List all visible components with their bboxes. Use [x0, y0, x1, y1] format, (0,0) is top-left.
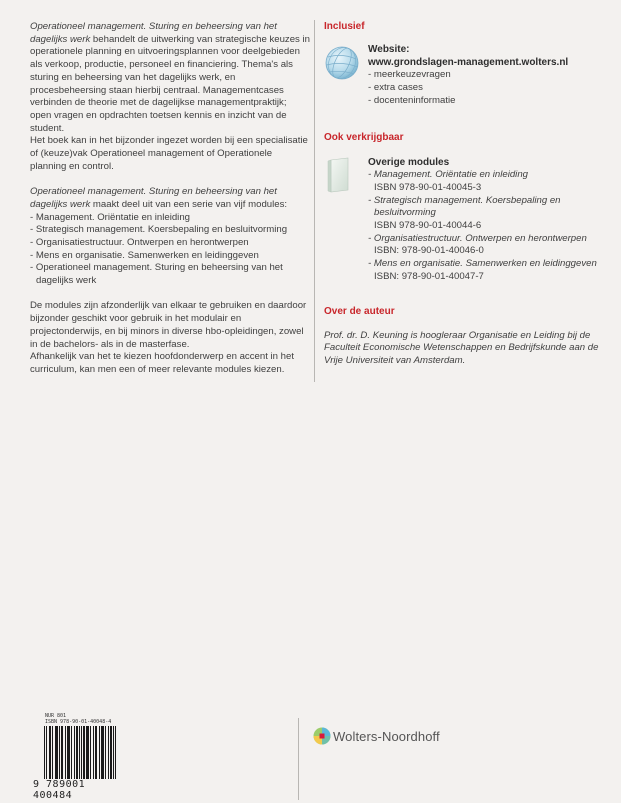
column-divider	[314, 20, 315, 382]
sidebar-column	[324, 21, 614, 368]
module-list-item: - Management. Oriëntatie en inleiding	[30, 211, 190, 223]
module-list-item: - Mens en organisatie. Samenwerken en leidinggeven	[30, 249, 259, 261]
wolters-kluwer-logo-icon	[313, 727, 331, 745]
module-list-item: - Organisatiestructuur. Ontwerpen en herontwerpen	[30, 236, 249, 248]
section-heading-over-de-auteur: Over de auteur	[324, 305, 395, 317]
module-name: - Strategisch management. Koersbepaling en besluitvorming	[368, 194, 561, 219]
website-url: www.grondslagen-management.wolters.nl	[368, 56, 569, 68]
barcode-number: 9 789001 400484	[32, 779, 126, 801]
nur-code: NUR 801	[45, 713, 67, 719]
module-isbn: ISBN 978-90-01-40045-3	[374, 181, 482, 193]
section-heading-inclusief: Inclusief	[324, 21, 365, 32]
book-icon	[326, 157, 352, 193]
book-title-italic: Operationeel management. Sturing en beheersing van het dagelijks werk	[30, 186, 277, 210]
module-isbn: ISBN: 978-90-01-40047-7	[374, 270, 484, 282]
module-isbn: ISBN: 978-90-01-40046-0	[374, 245, 484, 257]
other-modules-block	[324, 157, 614, 284]
barcode-isbn: ISBN 978-90-01-40048-4	[45, 719, 112, 725]
footer-divider	[298, 718, 299, 800]
module-name: - Management. Oriëntatie en inleiding	[368, 169, 528, 181]
publisher-name: Wolters-Noordhoff	[333, 728, 440, 744]
website-label: Website:	[368, 44, 410, 55]
included-item: - extra cases	[368, 82, 423, 94]
barcode-bars-icon	[44, 726, 120, 783]
module-name: - Organisatiestructuur. Ontwerpen en herontwerpen	[368, 232, 587, 244]
modules-usage-paragraph: De modules zijn afzonderlijk van elkaar te gebruiken en daardoor bijzonder geschikt voor gebruik in het modulair en projectonderwijs, en bij minors in diverse hbo-opleidingen, zowel in de bachelors- als in de masterfase.	[30, 300, 307, 350]
publisher-logo	[313, 727, 440, 745]
module-name: - Mens en organisatie. Samenwerken en leidinggeven	[368, 258, 597, 270]
description-column	[30, 21, 310, 377]
book-title-italic: Operationeel management. Sturing en beheersing van het dagelijks werk	[30, 21, 277, 45]
series-paragraph: Operationeel management. Sturing en beheersing van het dagelijks werk maakt deel uit van een serie van vijf modules:	[30, 186, 288, 210]
author-bio: Prof. dr. D. Keuning is hoogleraar Organisatie en Leiding bij de Faculteit Economische Wetenschappen en Bedrijfskunde aan de Vrije Universiteit van Amsterdam.	[324, 329, 599, 366]
module-list-item: - Strategisch management. Koersbepaling en besluitvorming	[30, 224, 288, 236]
module-isbn: ISBN 978-90-01-40044-6	[374, 220, 482, 232]
globe-icon	[324, 45, 360, 81]
included-item: - meerkeuzevragen	[368, 69, 451, 81]
intro-paragraph: Operationeel management. Sturing en beheersing van het dagelijks werk behandelt de uitwerking van strategische keuzes in operationele planning en uitvoeringsplannen voor deelgebieden als verkoop, productie, personeel en financiering. Thema's als sturing en beheersing van het dagelijks werk, en procesbeheersing staan hierbij centraal. Managementcases verbinden de theorie met de dagelijkse managementpraktijk; open vragen en opdrachten toetsen kennis en inzicht van de student.	[30, 21, 310, 134]
usage-paragraph: Het boek kan in het bijzonder ingezet worden bij een specialisatie of (keuze)vak Operationeel management of Operationele planning en control.	[30, 135, 308, 172]
other-modules-title: Overige modules	[368, 156, 450, 168]
website-block	[324, 44, 614, 108]
barcode-area	[32, 713, 126, 803]
included-item: - docenteninformatie	[368, 94, 456, 106]
curriculum-paragraph: Afhankelijk van het te kiezen hoofdonderwerp en accent in het curriculum, kan men een of meer relevante modules kiezen.	[30, 351, 295, 375]
module-list	[30, 212, 310, 288]
section-heading-ook-verkrijgbaar: Ook verkrijgbaar	[324, 131, 404, 143]
module-list-item: - Operationeel management. Sturing en beheersing van het dagelijks werk	[30, 262, 283, 287]
